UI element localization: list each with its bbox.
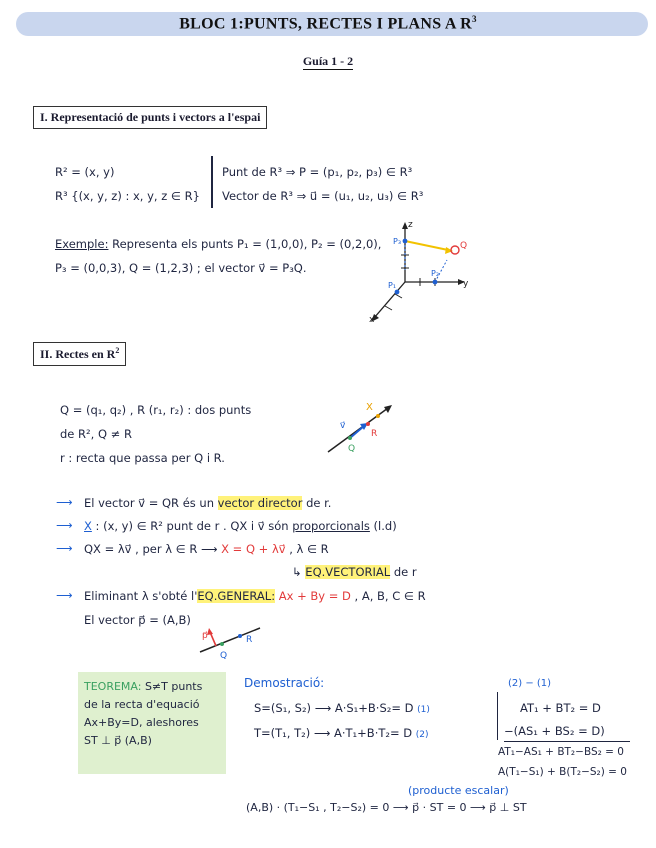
bullet-arrow-3: ⟶ <box>56 541 73 555</box>
p2-label: P₂ <box>431 269 440 278</box>
point-p3-dot <box>403 239 408 244</box>
x-label: x <box>369 315 375 325</box>
eq-vectorial-line: ↳ EQ.VECTORIAL de r <box>292 565 417 579</box>
proof-row-2: −(AS₁ + BS₂ = D) <box>504 724 605 738</box>
r2-definition: R² = (x, y) <box>55 165 115 179</box>
point-x-dot <box>376 414 380 418</box>
p3-label: P₃ <box>393 237 402 246</box>
x-point-label: X <box>366 402 373 413</box>
rectes-intro-3: r : recta que passa per Q i R. <box>60 451 225 465</box>
proof-t-line: T=(T₁, T₂) ⟶ A·T₁+B·T₂= D (2) <box>254 726 429 740</box>
section-heading-2: II. Rectes en $R^2$ <box>33 342 126 366</box>
bullet-general: Eliminant λ s'obté l'EQ.GENERAL: Ax + By = D , A, B, C ∈ R <box>84 589 426 603</box>
r-point-label: R <box>371 429 378 439</box>
bullet-vectorial: QX = λv⃗ , per λ ∈ R ⟶ X = Q + λv⃗ , λ ∈ R <box>84 542 329 556</box>
bullet-proporcionals: X : (x, y) ∈ R² punt de r . QX i v⃗ són proporcionals (l.d) <box>84 519 397 533</box>
proof-title: Demostració: <box>244 676 325 690</box>
p1-label: P₁ <box>388 281 397 290</box>
q2-label: Q <box>220 651 228 661</box>
point-r-dot <box>366 422 370 426</box>
point-p1-dot <box>395 290 400 295</box>
point-q-circle <box>451 246 459 254</box>
proof-final-line: (A,B) · (T₁−S₁ , T₂−S₂) = 0 ⟶ p⃗ · ST = 0 ⟶ p⃗ ⊥ ST <box>246 801 527 814</box>
proof-row-1: AT₁ + BT₂ = D <box>520 701 601 715</box>
z-label: z <box>408 220 413 230</box>
proof-divider <box>497 692 498 740</box>
rectes-intro-2: de R², Q ≠ R <box>60 427 132 441</box>
vector-director-highlight: vector director <box>217 496 303 510</box>
producte-escalar-label: (producte escalar) <box>408 784 509 797</box>
divider-line <box>211 156 213 208</box>
bullet-arrow-2: ⟶ <box>56 518 73 532</box>
eq-general-highlight: EQ.GENERAL: <box>197 589 276 603</box>
axes-3d-diagram <box>360 218 480 326</box>
example-line-1: Exemple: Representa els punts P₁ = (1,0,0), P₂ = (0,2,0), <box>55 237 382 251</box>
point-r2-dot <box>238 634 242 638</box>
example-line-2: P₃ = (0,0,3), Q = (1,2,3) ; el vector v⃗ = P₃Q. <box>55 261 307 275</box>
proof-s-line: S=(S₁, S₂) ⟶ A·S₁+B·S₂= D (1) <box>254 701 430 715</box>
vector-p-line: El vector p⃗ = (A,B) <box>84 613 191 627</box>
bullet-arrow-4: ⟶ <box>56 588 73 602</box>
vector-p-head <box>207 628 213 635</box>
v-label: v⃗ <box>340 421 346 431</box>
y-label: y <box>463 279 469 289</box>
r3-definition: R³ {(x, y, z) : x, y, z ∈ R} <box>55 189 200 203</box>
vector-v <box>350 426 364 438</box>
bullet-director: El vector v⃗ = QR és un vector director de r. <box>84 496 332 510</box>
theorem-text: TEOREMA: S≠T punts de la recta d'equació Ax+By=D, aleshores ST ⊥ p⃗ (A,B) <box>84 680 203 747</box>
proof-row-3: AT₁−AS₁ + BT₂−BS₂ = 0 <box>498 746 624 758</box>
vector-p3q <box>405 241 448 250</box>
proof-sum-line <box>504 741 630 742</box>
section-heading-1: I. Representació de punts i vectors a l'espai <box>33 106 267 129</box>
r2-label: R <box>246 635 253 645</box>
rectes-intro-1: Q = (q₁, q₂) , R (r₁, r₂) : dos punts <box>60 403 252 417</box>
page-subtitle: Guía 1 - 2 <box>302 54 354 68</box>
line-r-arrow <box>384 405 392 413</box>
point-p2-dot <box>433 280 438 285</box>
point-q-dot <box>348 436 352 440</box>
line-diagram <box>322 396 402 458</box>
bullet-arrow-1: ⟶ <box>56 495 73 509</box>
proof-diff-label: (2) − (1) <box>508 678 552 689</box>
proof-row-4: A(T₁−S₁) + B(T₂−S₂) = 0 <box>498 766 627 778</box>
example-label: Exemple: <box>55 237 109 251</box>
point-q2-dot <box>220 642 224 646</box>
p-label: p⃗ <box>202 631 208 641</box>
page-title: BLOC 1:PUNTS, RECTES I PLANS A $R^3$ <box>179 14 477 33</box>
vector-definition: Vector de R³ ⇒ u⃗ = (u₁, u₂, u₃) ∈ R³ <box>222 189 424 203</box>
q-point-label: Q <box>348 444 356 454</box>
q-label: Q <box>460 241 468 251</box>
normal-vector-diagram <box>196 622 266 662</box>
eq-vectorial-highlight: EQ.VECTORIAL <box>305 565 391 579</box>
theorem-label: TEOREMA: <box>84 680 142 693</box>
point-definition: Punt de R³ ⇒ P = (p₁, p₂, p₃) ∈ R³ <box>222 165 413 179</box>
